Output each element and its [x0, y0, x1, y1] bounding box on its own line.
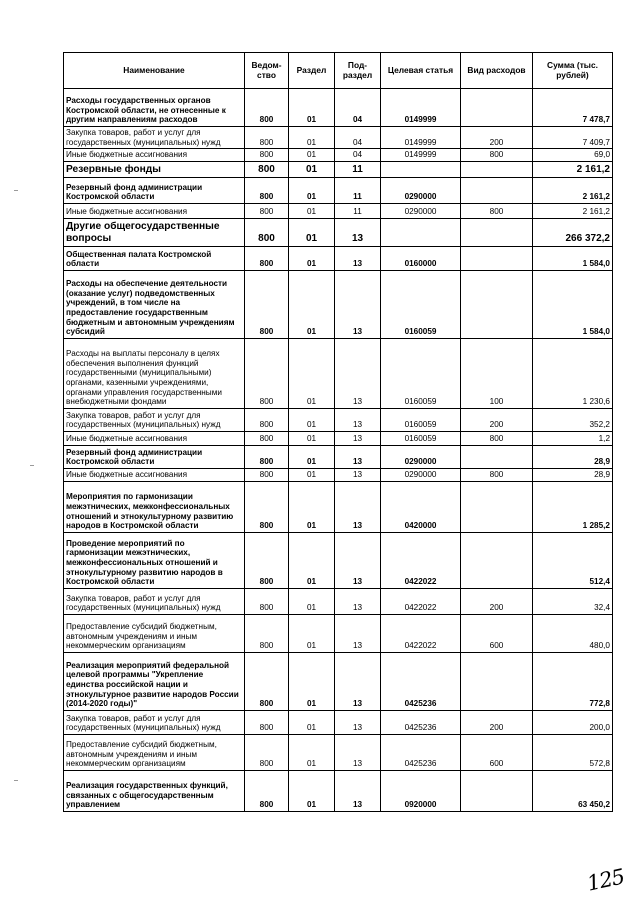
row-dept: 800	[245, 432, 289, 446]
header-sum: Сумма (тыс. рублей)	[533, 53, 613, 89]
row-target: 0422022	[381, 533, 461, 589]
row-target: 0290000	[381, 204, 461, 219]
table-row	[64, 446, 613, 469]
row-dept: 800	[245, 339, 289, 409]
row-name: Иные бюджетные ассигнования	[64, 432, 245, 446]
row-subsection: 13	[335, 219, 381, 247]
row-name: Иные бюджетные ассигнования	[64, 469, 245, 482]
table-row	[64, 589, 613, 615]
row-type	[461, 771, 533, 812]
row-sum: 200,0	[533, 711, 613, 735]
row-section: 01	[289, 711, 335, 735]
table-row	[64, 178, 613, 204]
row-dept: 800	[245, 615, 289, 653]
row-dept: 800	[245, 271, 289, 339]
row-sum: 7 409,7	[533, 127, 613, 149]
row-subsection: 04	[335, 127, 381, 149]
row-type: 800	[461, 432, 533, 446]
header-section: Раздел	[289, 53, 335, 89]
row-type	[461, 219, 533, 247]
scan-mark	[14, 780, 18, 781]
row-dept: 800	[245, 178, 289, 204]
table-row	[64, 533, 613, 589]
table-row	[64, 735, 613, 771]
row-name: Мероприятия по гармонизации межэтнических, межконфессиональных отношений и этнокультурному развитию народов в Костромской области	[64, 482, 245, 533]
row-sum: 1 584,0	[533, 247, 613, 271]
row-target: 0160059	[381, 432, 461, 446]
row-target: 0920000	[381, 771, 461, 812]
row-name: Резервные фонды	[64, 162, 245, 178]
scan-mark	[30, 465, 34, 466]
row-type: 600	[461, 615, 533, 653]
row-name: Предоставление субсидий бюджетным, автономным учреждениям и иным некоммерческим организациям	[64, 615, 245, 653]
row-subsection: 13	[335, 533, 381, 589]
row-section: 01	[289, 653, 335, 711]
table-row	[64, 127, 613, 149]
row-name: Расходы государственных органов Костромской области, не отнесенные к другим направлениям расходов	[64, 89, 245, 127]
row-sum: 32,4	[533, 589, 613, 615]
row-subsection: 04	[335, 89, 381, 127]
table-row	[64, 653, 613, 711]
table-row	[64, 711, 613, 735]
table-row	[64, 339, 613, 409]
row-type: 100	[461, 339, 533, 409]
table-row	[64, 409, 613, 432]
row-target	[381, 162, 461, 178]
row-target: 0420000	[381, 482, 461, 533]
row-section: 01	[289, 271, 335, 339]
row-target: 0160000	[381, 247, 461, 271]
budget-table	[63, 52, 613, 812]
row-dept: 800	[245, 533, 289, 589]
row-type	[461, 271, 533, 339]
row-section: 01	[289, 149, 335, 162]
row-sum: 772,8	[533, 653, 613, 711]
row-type	[461, 89, 533, 127]
row-section: 01	[289, 339, 335, 409]
row-section: 01	[289, 219, 335, 247]
row-subsection: 13	[335, 432, 381, 446]
row-type	[461, 247, 533, 271]
row-name: Реализация государственных функций, связанных с общегосударственным управлением	[64, 771, 245, 812]
row-section: 01	[289, 247, 335, 271]
row-type	[461, 178, 533, 204]
row-name: Предоставление субсидий бюджетным, автономным учреждениям и иным некоммерческим организациям	[64, 735, 245, 771]
row-type	[461, 482, 533, 533]
row-subsection: 13	[335, 711, 381, 735]
row-name: Другие общегосударственные вопросы	[64, 219, 245, 247]
row-sum: 2 161,2	[533, 178, 613, 204]
row-target: 0425236	[381, 711, 461, 735]
row-name: Закупка товаров, работ и услуг для государственных (муниципальных) нужд	[64, 127, 245, 149]
row-name: Расходы на обеспечение деятельности (оказание услуг) подведомственных учреждений, в том числе на предоставление государственным бюджетным и автономным учреждениям субсидий	[64, 271, 245, 339]
row-type: 200	[461, 409, 533, 432]
table-row	[64, 615, 613, 653]
table-row	[64, 482, 613, 533]
row-subsection: 13	[335, 446, 381, 469]
header-type: Вид расходов	[461, 53, 533, 89]
row-section: 01	[289, 482, 335, 533]
table-row	[64, 204, 613, 219]
row-type: 200	[461, 127, 533, 149]
row-section: 01	[289, 178, 335, 204]
row-subsection: 13	[335, 469, 381, 482]
row-dept: 800	[245, 89, 289, 127]
row-subsection: 11	[335, 178, 381, 204]
row-subsection: 11	[335, 204, 381, 219]
row-name: Закупка товаров, работ и услуг для государственных (муниципальных) нужд	[64, 589, 245, 615]
row-name: Общественная палата Костромской области	[64, 247, 245, 271]
row-subsection: 13	[335, 653, 381, 711]
row-target: 0160059	[381, 409, 461, 432]
row-dept: 800	[245, 162, 289, 178]
row-section: 01	[289, 432, 335, 446]
row-dept: 800	[245, 771, 289, 812]
row-dept: 800	[245, 589, 289, 615]
row-name: Резервный фонд администрации Костромской области	[64, 178, 245, 204]
table-header-row	[64, 53, 613, 89]
row-section: 01	[289, 469, 335, 482]
row-sum: 28,9	[533, 446, 613, 469]
row-sum: 2 161,2	[533, 162, 613, 178]
row-dept: 800	[245, 446, 289, 469]
row-name: Резервный фонд администрации Костромской области	[64, 446, 245, 469]
row-dept: 800	[245, 149, 289, 162]
row-target	[381, 219, 461, 247]
row-subsection: 13	[335, 771, 381, 812]
row-sum: 480,0	[533, 615, 613, 653]
row-section: 01	[289, 735, 335, 771]
row-section: 01	[289, 204, 335, 219]
row-sum: 572,8	[533, 735, 613, 771]
row-sum: 1 285,2	[533, 482, 613, 533]
row-target: 0290000	[381, 469, 461, 482]
table-row	[64, 432, 613, 446]
table-row	[64, 271, 613, 339]
row-type	[461, 446, 533, 469]
row-section: 01	[289, 127, 335, 149]
row-dept: 800	[245, 204, 289, 219]
row-section: 01	[289, 409, 335, 432]
table-row	[64, 89, 613, 127]
row-dept: 800	[245, 247, 289, 271]
scan-mark	[14, 190, 18, 191]
table-row	[64, 469, 613, 482]
header-subsection: Под-раздел	[335, 53, 381, 89]
row-sum: 1,2	[533, 432, 613, 446]
header-dept: Ведом-ство	[245, 53, 289, 89]
table-row	[64, 162, 613, 178]
row-subsection: 13	[335, 482, 381, 533]
row-name: Иные бюджетные ассигнования	[64, 149, 245, 162]
row-target: 0422022	[381, 589, 461, 615]
row-dept: 800	[245, 219, 289, 247]
row-target: 0160059	[381, 271, 461, 339]
row-target: 0149999	[381, 149, 461, 162]
row-type: 800	[461, 204, 533, 219]
row-section: 01	[289, 162, 335, 178]
row-sum: 63 450,2	[533, 771, 613, 812]
row-dept: 800	[245, 735, 289, 771]
row-dept: 800	[245, 711, 289, 735]
row-section: 01	[289, 533, 335, 589]
row-sum: 266 372,2	[533, 219, 613, 247]
row-type	[461, 653, 533, 711]
row-target: 0425236	[381, 735, 461, 771]
row-target: 0290000	[381, 178, 461, 204]
row-type: 200	[461, 589, 533, 615]
row-subsection: 13	[335, 271, 381, 339]
row-type: 200	[461, 711, 533, 735]
row-subsection: 13	[335, 339, 381, 409]
row-section: 01	[289, 589, 335, 615]
row-sum: 1 230,6	[533, 339, 613, 409]
row-sum: 2 161,2	[533, 204, 613, 219]
row-target: 0149999	[381, 127, 461, 149]
row-subsection: 04	[335, 149, 381, 162]
row-sum: 512,4	[533, 533, 613, 589]
row-name: Закупка товаров, работ и услуг для государственных (муниципальных) нужд	[64, 409, 245, 432]
row-target: 0160059	[381, 339, 461, 409]
row-dept: 800	[245, 409, 289, 432]
row-name: Иные бюджетные ассигнования	[64, 204, 245, 219]
row-type	[461, 162, 533, 178]
row-name: Закупка товаров, работ и услуг для государственных (муниципальных) нужд	[64, 711, 245, 735]
row-dept: 800	[245, 469, 289, 482]
row-sum: 28,9	[533, 469, 613, 482]
row-section: 01	[289, 615, 335, 653]
row-dept: 800	[245, 482, 289, 533]
row-subsection: 13	[335, 615, 381, 653]
row-dept: 800	[245, 653, 289, 711]
row-type: 600	[461, 735, 533, 771]
header-target: Целевая статья	[381, 53, 461, 89]
table-row	[64, 247, 613, 271]
table-row	[64, 149, 613, 162]
row-subsection: 13	[335, 735, 381, 771]
row-name: Проведение мероприятий по гармонизации межэтнических, межконфессиональных отношений и этнокультурному развитию народов в Костромской области	[64, 533, 245, 589]
row-subsection: 13	[335, 589, 381, 615]
row-type	[461, 533, 533, 589]
table-row	[64, 219, 613, 247]
row-subsection: 13	[335, 409, 381, 432]
row-sum: 7 478,7	[533, 89, 613, 127]
row-section: 01	[289, 446, 335, 469]
page-number: 125	[584, 864, 627, 896]
row-sum: 352,2	[533, 409, 613, 432]
row-name: Реализация мероприятий федеральной целевой программы "Укрепление единства российской нации и этнокультурное развитие народов России (2014-2020 годы)"	[64, 653, 245, 711]
row-type: 800	[461, 469, 533, 482]
row-section: 01	[289, 771, 335, 812]
row-name: Расходы на выплаты персоналу в целях обеспечения выполнения функций государственными (муниципальными) органами, казенными учреждениями, органами управления государственными внебюджетными фондами	[64, 339, 245, 409]
row-type: 800	[461, 149, 533, 162]
table-row	[64, 771, 613, 812]
row-section: 01	[289, 89, 335, 127]
row-target: 0290000	[381, 446, 461, 469]
row-sum: 69,0	[533, 149, 613, 162]
row-sum: 1 584,0	[533, 271, 613, 339]
header-name: Наименование	[64, 53, 245, 89]
row-target: 0425236	[381, 653, 461, 711]
row-target: 0149999	[381, 89, 461, 127]
row-target: 0422022	[381, 615, 461, 653]
row-subsection: 11	[335, 162, 381, 178]
row-subsection: 13	[335, 247, 381, 271]
budget-table-sheet	[63, 52, 612, 812]
row-dept: 800	[245, 127, 289, 149]
